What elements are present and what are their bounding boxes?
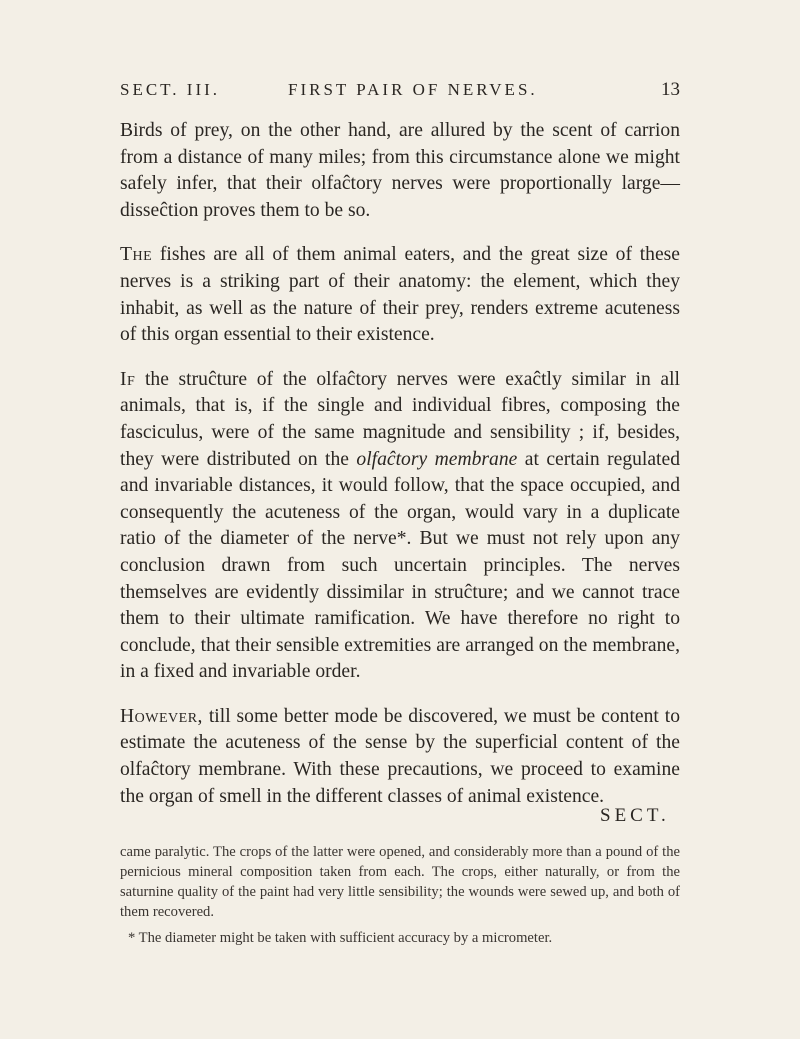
paragraph-lead: If	[120, 368, 136, 390]
footnotes	[120, 842, 680, 948]
footnote-micrometer: * The diameter might be taken with sufficient accuracy by a micrometer.	[128, 930, 553, 946]
paragraph-lead: The	[120, 244, 153, 266]
chapter-title: FIRST PAIR OF NERVES.	[288, 80, 538, 99]
paragraph-fishes	[120, 242, 680, 348]
paragraph-lead: However,	[120, 705, 203, 727]
body-text	[120, 118, 680, 810]
footnote-continued: came paralytic. The crops of the latter were opened, and considerably more than a pound of the pernicious mineral composition taken from each. The crops, either naturally, or from the saturnine quality of the paint had very little sensibility; the wounds were sewed up, and both of them recovered.	[120, 844, 680, 920]
paragraph-text: Birds of prey, on the other hand, are allured by the scent of carrion from a distance of many miles; from this circumstance alone we might safely infer, that their olfaĉtory nerves were proportionally large—disseĉtion proves them to be so.	[120, 120, 680, 221]
paragraph-structure	[120, 367, 680, 686]
italic-term: olfaĉtory membrane	[356, 448, 518, 470]
running-head	[120, 80, 680, 106]
page-number: 13	[661, 79, 680, 100]
paragraph-text: the struĉture of the olfaĉtory nerves were exaĉtly similar in all animals, that is, if the single and individual fibres, composing the fasciculus, were of the same magnitude and sensibility ; if, besides, they were distributed on the	[120, 368, 680, 470]
paragraph-text: at certain regulated and invariable distances, it would follow, that the space occupied, and consequently the acuteness of the organ, would vary in a duplicate ratio of the diameter of the nerve*. But we must not rely upon any conclusion drawn from such uncertain principles. The nerves themselves are evidently dissimilar in struĉture; and we cannot trace them to their ultimate ramification. We have therefore no right to conclude, that their sensible extremities are arranged on the membrane, in a fixed and invariable order.	[120, 448, 680, 683]
paragraph-text: fishes are all of them animal eaters, and the great size of these nerves is a striking part of their anatomy: the element, which they inhabit, as well as the nature of their prey, renders extreme acuteness of this organ essential to their existence.	[120, 244, 680, 346]
section-label: SECT. III.	[120, 80, 221, 99]
paragraph-however	[120, 704, 680, 810]
paragraph-birds	[120, 118, 680, 224]
catchword: SECT.	[600, 805, 670, 826]
paragraph-text: till some better mode be discovered, we must be content to estimate the acuteness of the sense by the superficial content of the olfaĉtory membrane. With these precautions, we proceed to examine the organ of smell in the different classes of animal existence.	[120, 705, 680, 807]
